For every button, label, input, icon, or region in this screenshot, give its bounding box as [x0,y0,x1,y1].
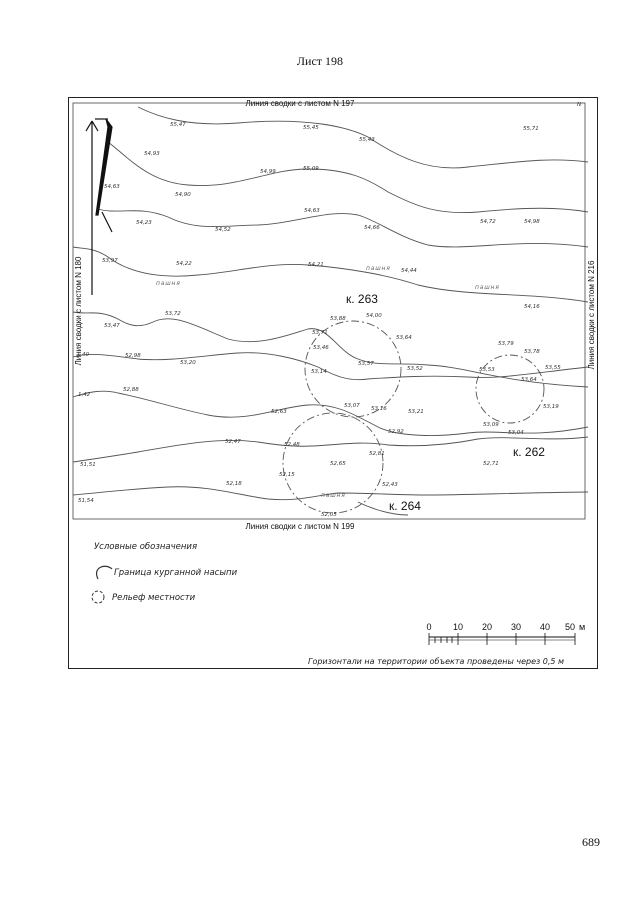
elevation-points [78,102,581,518]
elevation-label: 54,66 [364,225,380,231]
mound-label-263: к. 263 [346,292,378,306]
elevation-label: 54,21 [308,262,324,268]
elevation-label: 55,09 [303,166,319,172]
elevation-label: 52,15 [279,472,295,478]
elevation-label: 54,93 [144,151,160,157]
elevation-label: 54,22 [176,261,192,267]
elevation-label: 53,19 [543,404,559,410]
mound-label-264: к. 264 [389,499,421,513]
legend-item-label: Рельеф местности [112,593,196,603]
elevation-label: 54,00 [366,313,382,319]
elevation-label: 55,43 [359,137,375,143]
legend-title: Условные обозначения [94,542,198,552]
elevation-label: 51,51 [80,462,96,468]
elevation-label: 54,63 [304,208,320,214]
elevation-label: 53,52 [407,366,423,372]
elevation-label: 53,78 [524,349,540,355]
scale-unit: м [579,622,586,632]
elevation-label: 53,21 [408,409,424,415]
mound-262-boundary [476,355,544,423]
scale-tick: 20 [481,622,493,632]
elevation-label: 54,90 [175,192,191,198]
elevation-label: 52,71 [483,461,499,467]
elevation-label: 53,07 [344,403,360,409]
elevation-label: 55,45 [303,125,319,131]
elevation-label: 52,47 [225,439,241,445]
north-arrow-icon [86,119,112,295]
elevation-label: 54,44 [401,268,417,274]
field-label: пашня [366,265,391,272]
scale-tick: 10 [452,622,464,632]
topographic-map [68,97,598,669]
elevation-label: 53,04 [508,430,524,436]
elevation-label: 54,52 [215,227,231,233]
elevation-label: 52,63 [271,409,287,415]
elevation-label: 53,16 [371,406,387,412]
elevation-label: 53,64 [396,335,412,341]
elevation-label: 53,47 [104,323,120,329]
elevation-label: 53,79 [498,341,514,347]
contour-lines [73,107,588,515]
elevation-label: 55,47 [170,122,186,128]
legend-item-label: Граница курганной насыпи [114,568,238,578]
elevation-label: 54,16 [524,304,540,310]
edge-label-top: Линия сводки с листом N 197 [245,99,355,108]
scale-bar [426,622,585,645]
scale-tick: 50 [564,622,576,632]
elevation-label: 1,42 [78,392,91,398]
legend [92,542,238,603]
edge-label-right: Линия сводки с листом N 216 [587,260,596,370]
elevation-label: 54,99 [260,169,276,175]
elevation-label: 52,88 [123,387,139,393]
elevation-label: 53,14 [311,369,327,375]
elevation-label: 53,55 [545,365,561,371]
edge-label-left: Линия сводки с листом N 180 [74,256,83,366]
elevation-label: 53,71 [312,330,328,336]
field-label: пашня [321,492,346,499]
elevation-label: 52,05 [321,512,337,518]
elevation-label: 51,54 [78,498,94,504]
mound-boundary-icon [97,566,112,579]
scale-tick: 0 [426,622,432,632]
north-arrow-label: N [577,102,582,108]
edge-label-bottom: Линия сводки с листом N 199 [245,522,355,531]
elevation-label: 52,43 [382,482,398,488]
field-label: пашня [156,280,181,287]
elevation-label: 40 [82,352,89,358]
elevation-label: 53,53 [479,367,495,373]
sheet-title: Лист 198 [296,54,344,68]
scale-tick: 30 [510,622,522,632]
mound-label-262: к. 262 [513,445,545,459]
elevation-label: 53,57 [358,361,374,367]
relief-icon [92,591,104,603]
elevation-label: 54,63 [104,184,120,190]
page-number: 689 [582,835,600,849]
elevation-label: 52,92 [388,429,404,435]
elevation-label: 53,97 [102,258,118,264]
elevation-label: 53,20 [180,360,196,366]
plan-border [73,103,585,519]
elevation-label: 52,18 [226,481,242,487]
elevation-label: 53,46 [313,345,329,351]
field-label: пашня [475,284,500,291]
elevation-label: 52,65 [330,461,346,467]
scale-tick: 40 [539,622,551,632]
elevation-label: 54,98 [524,219,540,225]
elevation-label: 55,71 [523,126,539,132]
contour-note: Горизонтали на территории объекта проведены через 0,5 м [308,657,565,666]
elevation-label: 53,72 [165,311,181,317]
elevation-label: 52,81 [369,451,385,457]
elevation-label: 54,23 [136,220,152,226]
elevation-label: 53,09 [483,422,499,428]
elevation-label: 53,88 [330,316,346,322]
elevation-label: 54,72 [480,219,496,225]
elevation-label: 52,98 [125,353,141,359]
elevation-label: 52,48 [284,442,300,448]
elevation-label: 53,64 [521,377,537,383]
